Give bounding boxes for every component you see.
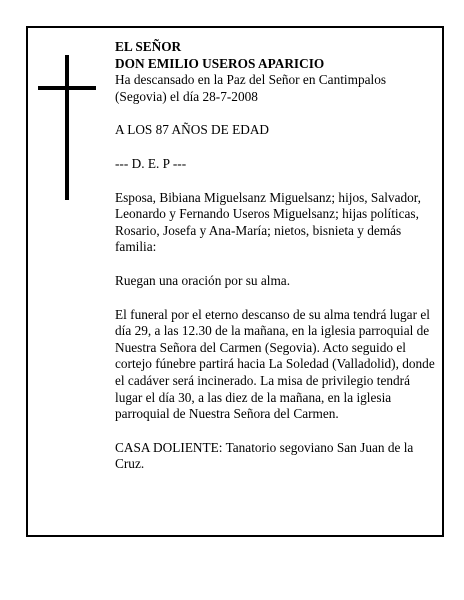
- funeral-details: El funeral por el eterno descanso de su alma tendrá lugar el día 29, a las 12.30 de la mañana, en la iglesia parroquial de Nuestra Señora del Carmen (Segovia). Acto seguido el cortejo fúnebre partirá hacia La Soledad (Valladolid), donde el cadáver será incinerado. La misa de privilegio tendrá lugar el día 30, a las diez de la mañana, en la iglesia parroquial de Nuestra Señora del Carmen.: [115, 306, 435, 422]
- age-line: A LOS 87 AÑOS DE EDAD: [115, 122, 270, 138]
- obituary-text: [115, 39, 435, 490]
- mourning-house: CASA DOLIENTE: Tanatorio segoviano San Juan de la Cruz.: [115, 439, 414, 472]
- rip-line: --- D. E. P ---: [115, 155, 187, 171]
- prayer-request: Ruegan una oración por su alma.: [115, 272, 291, 288]
- deceased-name: DON EMILIO USEROS APARICIO: [115, 55, 325, 71]
- title-line-1: EL SEÑOR: [115, 39, 182, 54]
- obituary-notice: [26, 26, 444, 537]
- family-list: Esposa, Bibiana Miguelsanz Miguelsanz; hijos, Salvador, Leonardo y Fernando Useros Miguelsanz; hijas políticas, Rosario, Josefa y Ana-María; nietos, bisnieta y demás familia:: [115, 189, 421, 255]
- death-info: Ha descansado en la Paz del Señor en Cantimpalos (Segovia) el día 28-7-2008: [115, 72, 387, 104]
- cross-icon: [38, 55, 96, 200]
